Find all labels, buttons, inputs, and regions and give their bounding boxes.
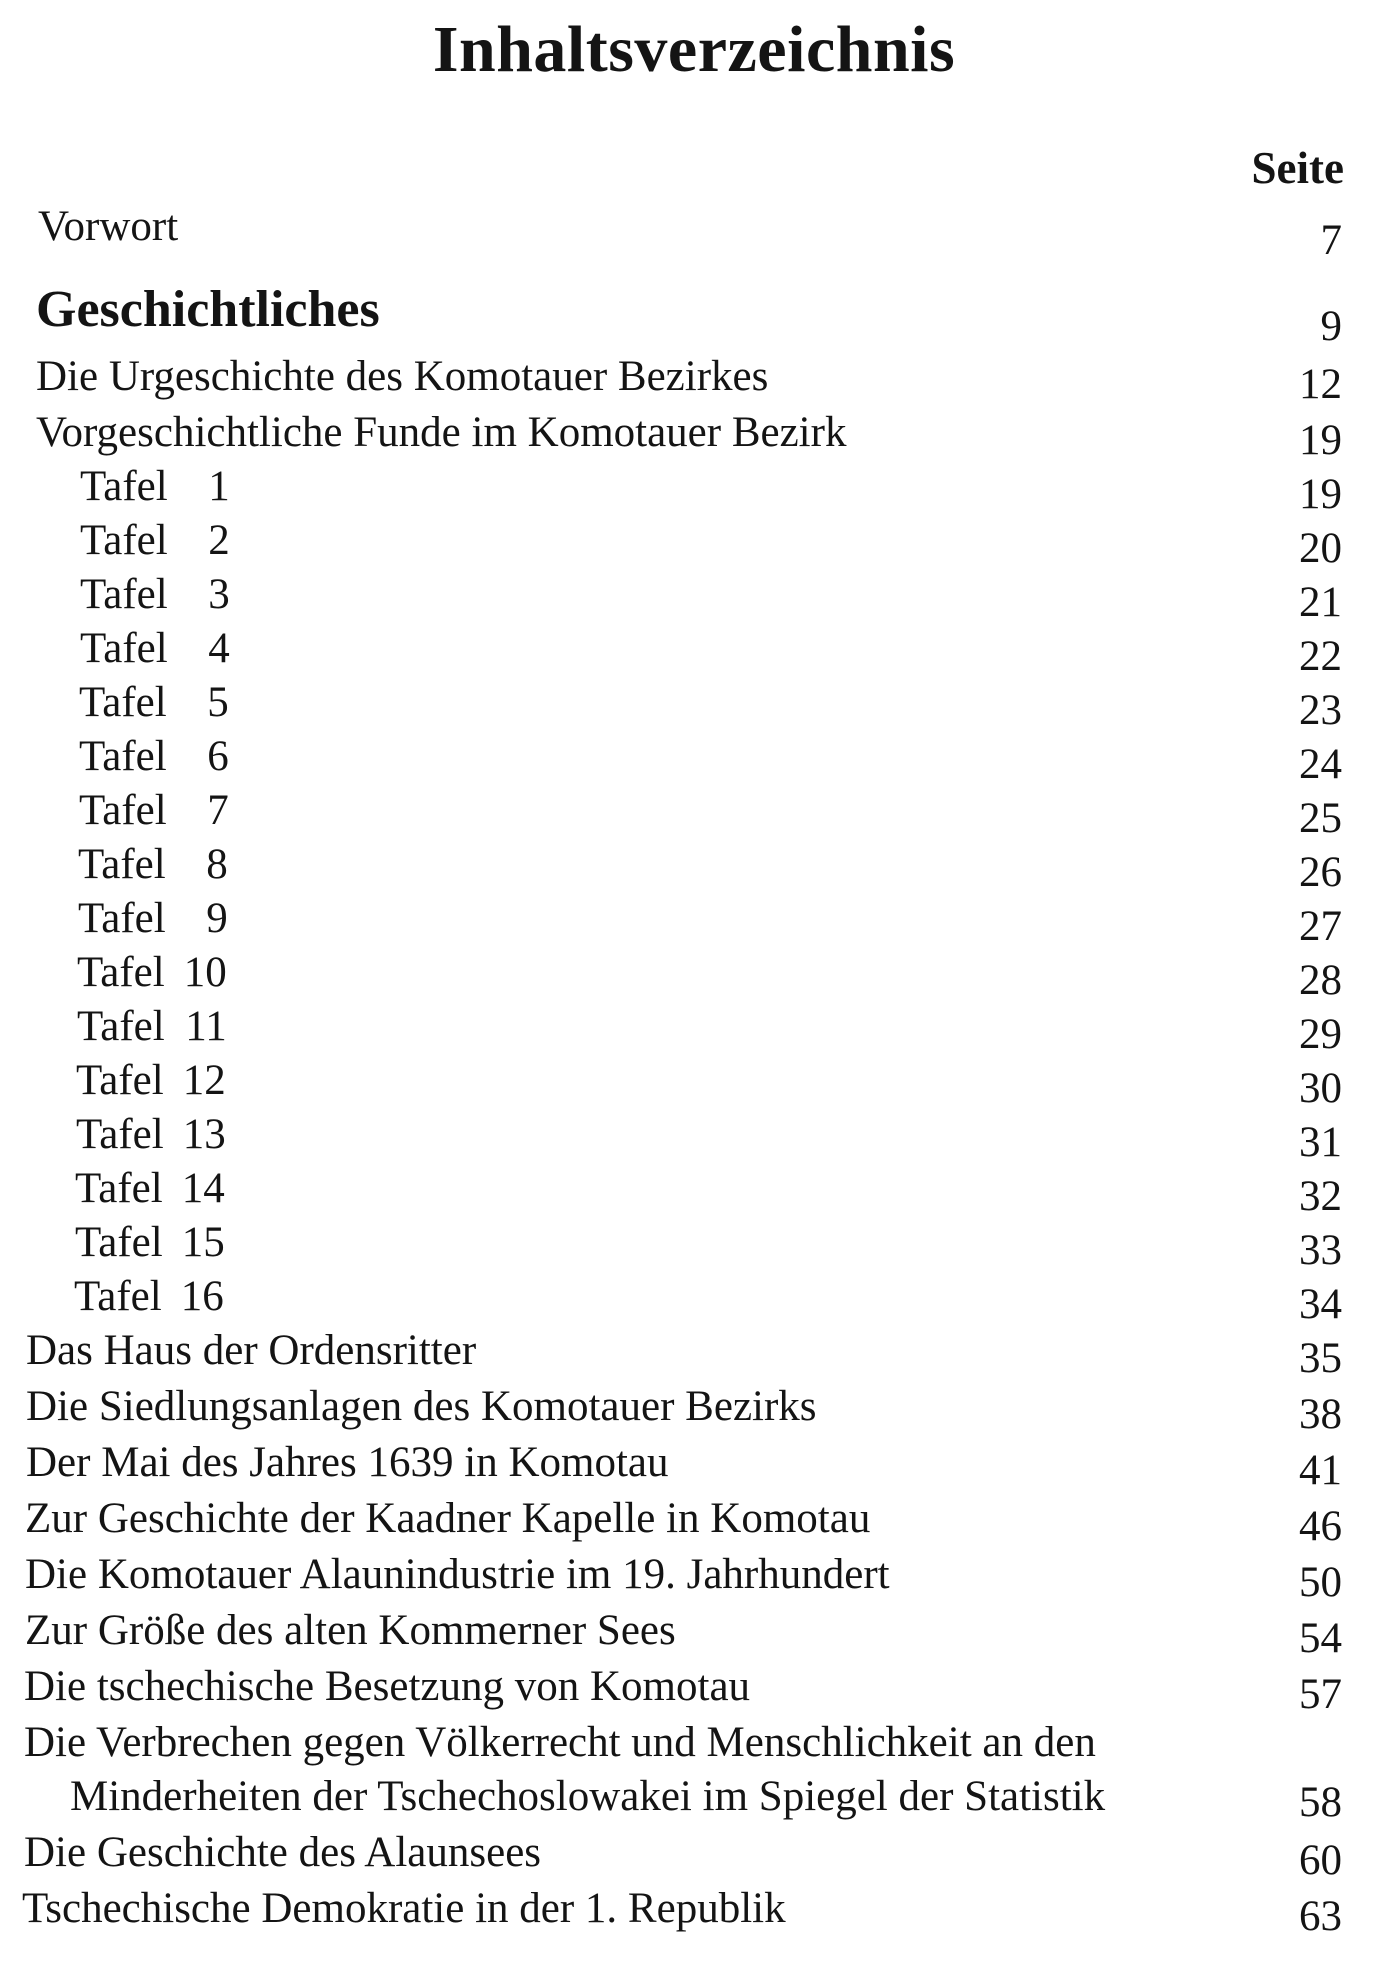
tafel-label: Tafel	[75, 1219, 163, 1266]
toc-entry	[0, 1436, 1388, 1496]
toc-entry-title: Die tschechische Besetzung von Komotau	[24, 1663, 751, 1710]
toc-page-number: 33	[1299, 1227, 1342, 1274]
toc-entry	[0, 200, 1388, 264]
toc-entry	[0, 784, 1388, 844]
toc-entry-title: Die Siedlungsanlagen des Komotauer Bezirks	[26, 1383, 817, 1430]
toc-entry-title	[77, 1000, 227, 1054]
tafel-number: 9	[206, 895, 228, 942]
tafel-number: 10	[183, 949, 227, 996]
toc-page-number: 63	[1299, 1893, 1342, 1940]
toc-page-number: 26	[1299, 849, 1342, 896]
tafel-number: 3	[208, 571, 230, 618]
page-column-header: Seite	[1251, 143, 1344, 193]
tafel-number: 8	[206, 841, 228, 888]
tafel-label: Tafel	[76, 1057, 164, 1104]
toc-page-number: 19	[1299, 417, 1342, 464]
toc-entry	[0, 1604, 1388, 1664]
toc-entry-title: Vorwort	[38, 203, 179, 250]
toc-entry	[0, 676, 1388, 736]
toc-page-number: 23	[1299, 687, 1342, 734]
toc-entry	[0, 514, 1388, 574]
tafel-label: Tafel	[79, 679, 167, 726]
toc-entry-title	[80, 568, 230, 622]
toc-entry	[0, 350, 1388, 410]
toc-entry-title	[75, 1162, 225, 1216]
toc-entry	[0, 460, 1388, 520]
toc-entry	[0, 1716, 1388, 1826]
toc-page-number: 30	[1299, 1065, 1342, 1112]
toc-entry-title: Zur Geschichte der Kaadner Kapelle in Komotau	[25, 1495, 871, 1542]
toc-entry	[0, 1216, 1388, 1276]
tafel-label: Tafel	[79, 733, 167, 780]
toc-page-number: 46	[1299, 1503, 1342, 1550]
tafel-label: Tafel	[77, 1003, 165, 1050]
toc-page-number: 38	[1299, 1391, 1342, 1438]
toc-entry-title	[80, 514, 230, 568]
tafel-number: 13	[182, 1111, 226, 1158]
tafel-label: Tafel	[76, 1111, 164, 1158]
toc-page-number: 21	[1299, 579, 1342, 626]
toc-page-number: 32	[1299, 1173, 1342, 1220]
toc-entry	[0, 946, 1388, 1006]
toc-page-number: 57	[1299, 1671, 1342, 1718]
toc-entry	[0, 1162, 1388, 1222]
toc-entry	[0, 1548, 1388, 1608]
toc-entry-title: Zur Größe des alten Kommerner Sees	[25, 1607, 676, 1654]
toc-entry-title	[78, 892, 228, 946]
toc-entry	[0, 622, 1388, 682]
tafel-label: Tafel	[80, 625, 168, 672]
toc-entry	[0, 1108, 1388, 1168]
toc-page-number: 22	[1299, 633, 1342, 680]
toc-entry-title: Die Verbrechen gegen Völkerrecht und Menschlichkeit an den	[24, 1719, 1096, 1766]
toc-entry-title	[80, 622, 230, 676]
toc-entry-title: Die Urgeschichte des Komotauer Bezirkes	[36, 353, 769, 400]
toc-entry-title: Die Komotauer Alaunindustrie im 19. Jahrhundert	[25, 1551, 890, 1598]
tafel-label: Tafel	[74, 1273, 162, 1320]
tafel-label: Tafel	[75, 1165, 163, 1212]
toc-page-number: 35	[1299, 1335, 1342, 1382]
toc-entry	[0, 406, 1388, 466]
toc-entry	[0, 1492, 1388, 1552]
toc-entry	[0, 1000, 1388, 1060]
toc-page-number: 24	[1299, 741, 1342, 788]
toc-entry-title: Vorgeschichtliche Funde im Komotauer Bezirk	[36, 409, 847, 456]
toc-page-number: 20	[1299, 525, 1342, 572]
toc-page-number: 28	[1299, 957, 1342, 1004]
tafel-number: 7	[207, 787, 229, 834]
toc-entry-title: Tschechische Demokratie in der 1. Republik	[22, 1885, 786, 1932]
toc-entry	[0, 892, 1388, 952]
toc-entry	[0, 1054, 1388, 1114]
toc-page-number: 34	[1299, 1281, 1342, 1328]
toc-entry	[0, 568, 1388, 628]
tafel-label: Tafel	[79, 787, 167, 834]
toc-entry-title	[78, 838, 228, 892]
tafel-label: Tafel	[78, 841, 166, 888]
toc-entry-title	[74, 1270, 224, 1324]
tafel-number: 1	[208, 463, 230, 510]
tafel-number: 5	[207, 679, 229, 726]
toc-entry	[0, 838, 1388, 898]
toc-entry-title: Das Haus der Ordensritter	[26, 1327, 477, 1374]
toc-page-number: 7	[1320, 217, 1342, 264]
toc-page-number: 31	[1299, 1119, 1342, 1166]
toc-page-number: 27	[1299, 903, 1342, 950]
toc-entry-title	[79, 730, 229, 784]
toc-entry	[0, 1660, 1388, 1720]
tafel-number: 16	[180, 1273, 224, 1320]
page-title: Inhaltsverzeichnis	[432, 13, 956, 86]
tafel-number: 15	[181, 1219, 225, 1266]
toc-page-number: 50	[1299, 1559, 1342, 1606]
tafel-label: Tafel	[80, 463, 168, 510]
tafel-number: 4	[208, 625, 230, 672]
toc-entry-title-continued: Minderheiten der Tschechoslowakei im Spiegel der Statistik	[70, 1773, 1106, 1820]
toc-entry-title	[75, 1216, 225, 1270]
tafel-number: 14	[181, 1165, 225, 1212]
toc-entry	[0, 1270, 1388, 1330]
toc-page-number: 19	[1299, 471, 1342, 518]
toc-page-number: 12	[1299, 361, 1342, 408]
tafel-number: 2	[208, 517, 230, 564]
tafel-label: Tafel	[80, 517, 168, 564]
toc-section-heading	[0, 280, 1388, 350]
toc-entry	[0, 1882, 1388, 1942]
toc-entry-title	[80, 460, 230, 514]
tafel-label: Tafel	[77, 949, 165, 996]
tafel-label: Tafel	[78, 895, 166, 942]
toc-entry-title	[76, 1054, 226, 1108]
toc-page-number: 54	[1299, 1615, 1342, 1662]
toc-entry-title	[76, 1108, 226, 1162]
toc-page-number: 25	[1299, 795, 1342, 842]
toc-entry-title: Geschichtliches	[36, 281, 380, 338]
toc-page-number: 29	[1299, 1011, 1342, 1058]
toc-page-number: 9	[1320, 303, 1342, 350]
tafel-number: 11	[185, 1003, 227, 1050]
toc-entry-title	[79, 784, 229, 838]
toc-entry-title	[77, 946, 227, 1000]
tafel-number: 12	[182, 1057, 226, 1104]
toc-entry	[0, 1380, 1388, 1440]
toc-entry	[0, 1826, 1388, 1886]
toc-entry-title	[79, 676, 229, 730]
toc-page-number: 58	[1299, 1779, 1342, 1826]
toc-entry-title: Die Geschichte des Alaunsees	[24, 1829, 542, 1876]
tafel-label: Tafel	[80, 571, 168, 618]
toc-entry	[0, 1324, 1388, 1384]
toc-page-number: 41	[1299, 1447, 1342, 1494]
tafel-number: 6	[207, 733, 229, 780]
toc-page-number: 60	[1299, 1837, 1342, 1884]
toc-entry	[0, 730, 1388, 790]
toc-entry-title: Der Mai des Jahres 1639 in Komotau	[26, 1439, 669, 1486]
